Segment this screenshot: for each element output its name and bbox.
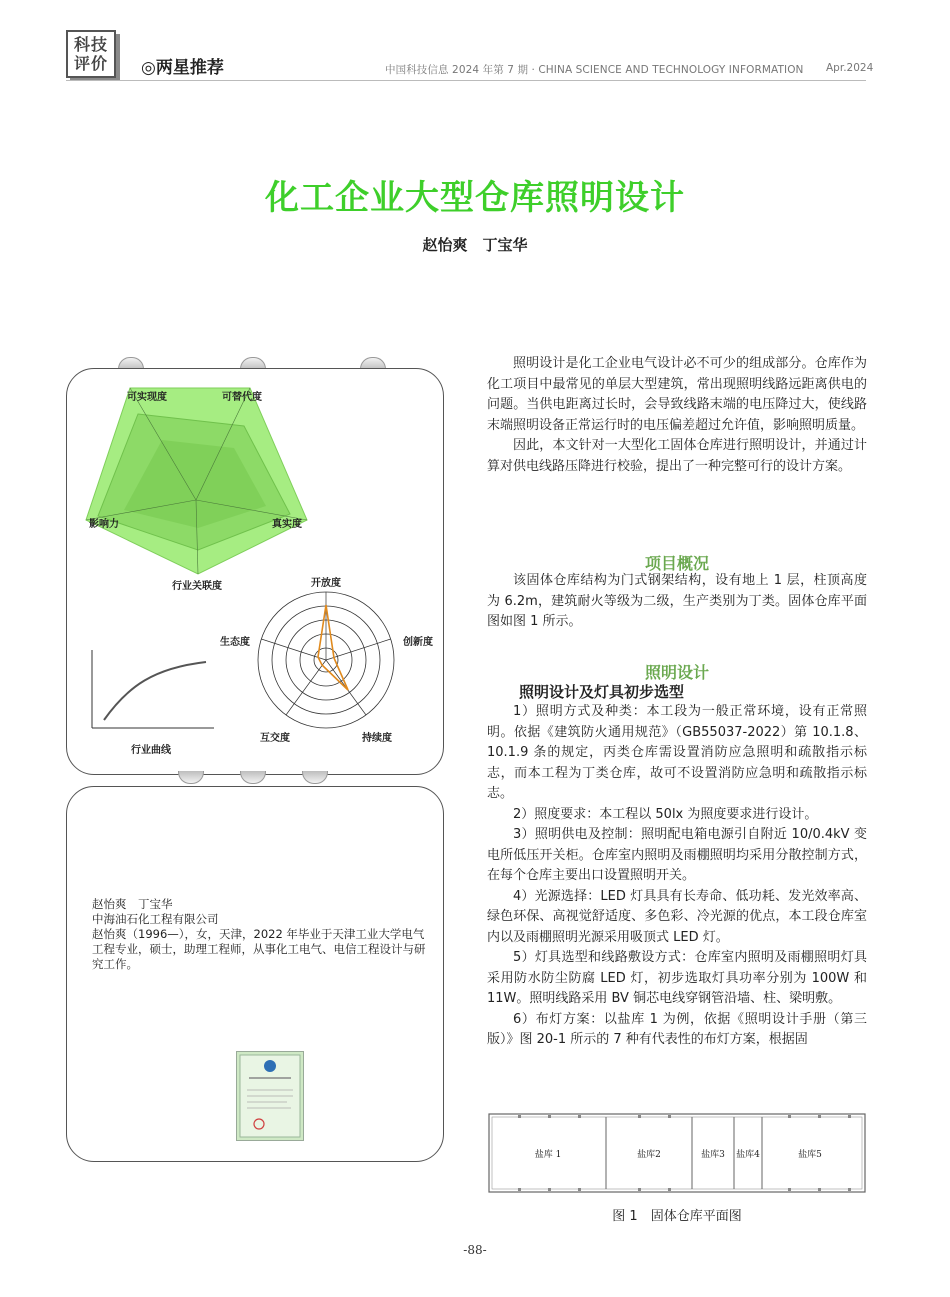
author-info (92, 897, 432, 972)
certificate-image (236, 1051, 304, 1141)
small-radar-label: 生态度 (220, 637, 250, 648)
small-radar (258, 592, 394, 728)
evaluation-graphics (66, 368, 442, 773)
paragraph: 2）照度要求：本工程以 50lx 为照度要求进行设计。 (513, 806, 818, 822)
small-radar-label: 开放度 (311, 578, 341, 589)
small-radar-label: 持续度 (362, 733, 392, 744)
big-radar-label: 可替代度 (222, 392, 262, 403)
issue-month: Apr.2024 (826, 62, 874, 74)
paragraph: 该固体仓库结构为门式钢架结构，设有地上 1 层，柱顶高度为 6.2m，建筑耐火等级为二级，生产类别为丁类。固体仓库平面图如图 1 所示。 (487, 573, 867, 629)
binder-ring (240, 771, 266, 784)
intro-text (487, 354, 867, 477)
design-text (487, 702, 867, 1051)
subsection-heading: 照明设计及灯具初步选型 (519, 683, 685, 701)
big-radar-label: 可实现度 (127, 392, 167, 403)
room-label: 盐库 1 (534, 1150, 562, 1160)
paragraph: 5）灯具选型和线路敷设方式：仓库室内照明及雨棚照明灯具采用防水防尘防腐 LED 灯，初步选取灯具功率分别为 100W 和 11W。照明线路采用 BV 铜芯电线穿钢管沿墙、柱、梁明敷。 (487, 950, 867, 1006)
binder-ring (302, 771, 328, 784)
paragraph: 6）布灯方案：以盐库 1 为例，依据《照明设计手册（第三版）》图 20-1 所示的 7 种有代表性的布灯方案，根据固 (487, 1011, 867, 1047)
paragraph: 照明设计是化工企业电气设计必不可少的组成部分。仓库作为化工项目中最常见的单层大型建筑，常出现照明线路远距离供电的问题。当供电距离过长时，会导致线路末端的电压降过大，使线路末端照明设备正常运行时的电压偏差超过允许值，影响照明质量。 (487, 356, 867, 433)
big-radar-label: 影响力 (89, 519, 119, 530)
page-number: -88- (463, 1243, 487, 1257)
room-label: 盐库5 (798, 1150, 822, 1160)
binder-ring (178, 771, 204, 784)
author-bio: 赵怡爽（1996—），女，天津，2022 年毕业于天津工业大学电气工程专业，硕士，助理工程师，从事化工电气、电信工程设计与研究工作。 (92, 927, 426, 971)
big-radar-label: 真实度 (272, 519, 302, 530)
logo-line-2: 评价 (73, 54, 108, 73)
author-names: 赵怡爽 丁宝华 (92, 897, 173, 911)
overview-text (487, 571, 867, 633)
paragraph: 因此，本文针对一大型化工固体仓库进行照明设计，并通过计算对供电线路压降进行校验，提出了一种完整可行的设计方案。 (487, 438, 867, 474)
section-heading-overview: 项目概况 (644, 554, 709, 573)
journal-logo (66, 30, 116, 78)
paragraph: 3）照明供电及控制：照明配电箱电源引自附近 10/0.4kV 变电所低压开关柜。仓库室内照明及雨棚照明均采用分散控制方式，在每个仓库主要出口设置照明开关。 (487, 827, 867, 883)
article-authors: 赵怡爽 丁宝华 (422, 236, 528, 254)
figure-caption: 图 1 固体仓库平面图 (612, 1209, 742, 1224)
industry-curve-label: 行业曲线 (131, 745, 171, 756)
section-tag: ◎两星推荐 (141, 58, 224, 78)
room-label: 盐库3 (701, 1150, 725, 1160)
certificate-graphic (237, 1052, 303, 1140)
floor-plan-figure (488, 1113, 866, 1193)
industry-curve-chart (92, 650, 214, 728)
logo-line-1: 科技 (73, 35, 108, 54)
paragraph: 4）光源选择：LED 灯具具有长寿命、低功耗、发光效率高、绿色环保、高视觉舒适度、多色彩、冷光源的优点，本工段仓库室内以及雨棚照明光源采用吸顶式 LED 灯。 (487, 888, 867, 945)
article-title: 化工企业大型仓库照明设计 (265, 178, 685, 218)
room-label: 盐库2 (637, 1150, 661, 1160)
small-radar-label: 互交度 (260, 733, 290, 744)
header-rule (66, 80, 866, 81)
small-radar-label: 创新度 (403, 637, 433, 648)
big-radar-label: 行业关联度 (172, 581, 222, 592)
room-label: 盐库4 (736, 1150, 760, 1160)
small-radar-value (318, 605, 348, 690)
paragraph: 1）照明方式及种类：本工段为一般正常环境，设有正常照明。依据《建筑防火通用规范》（GB55037-2022）第 10.1.8、10.1.9 条的规定，丙类仓库需设置消防应急照明和疏散指示标志，而本工程为丁类仓库，故可不设置消防应急明和疏散指示标志。 (487, 704, 867, 801)
journal-info: 中国科技信息 2024 年第 7 期 · CHINA SCIENCE AND TECHNOLOGY INFORMATION (385, 64, 804, 76)
section-heading-design: 照明设计 (644, 663, 709, 682)
author-affiliation: 中海油石化工程有限公司 (92, 912, 219, 926)
